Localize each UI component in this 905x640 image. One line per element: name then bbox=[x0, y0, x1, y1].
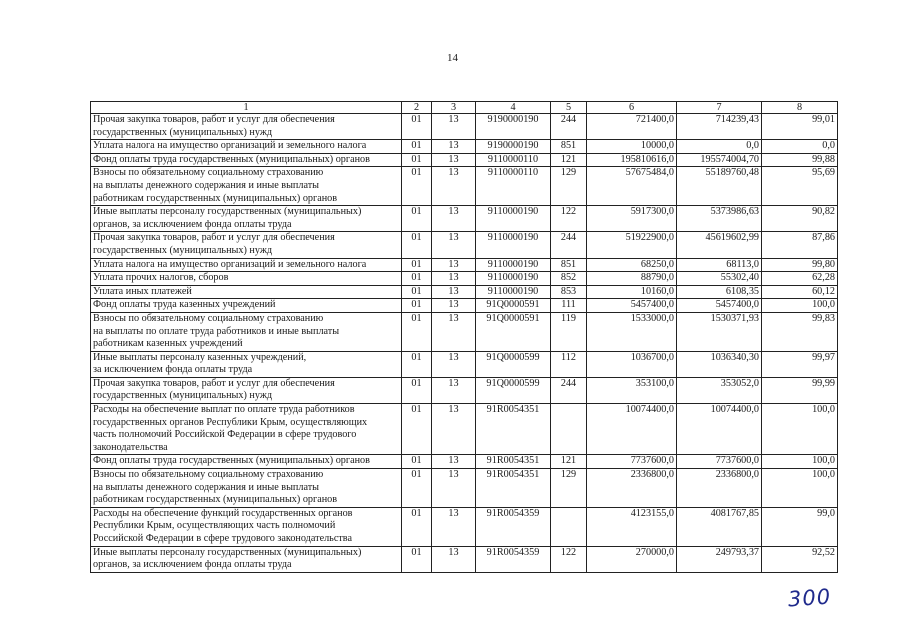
target-article-code: 91R0054351 bbox=[476, 469, 551, 508]
expense-type-code: 122 bbox=[551, 546, 587, 572]
expense-type-code: 111 bbox=[551, 299, 587, 313]
planned-amount: 10160,0 bbox=[587, 285, 677, 299]
expense-type-code bbox=[551, 507, 587, 546]
executed-amount: 714239,43 bbox=[677, 114, 762, 140]
table-row bbox=[91, 140, 838, 154]
target-article-code: 9190000190 bbox=[476, 140, 551, 154]
section-code: 01 bbox=[402, 285, 432, 299]
execution-percent: 99,01 bbox=[762, 114, 838, 140]
execution-percent: 99,83 bbox=[762, 312, 838, 351]
execution-percent: 62,28 bbox=[762, 272, 838, 286]
table-row bbox=[91, 507, 838, 546]
row-description: Взносы по обязательному социальному страхованию на выплаты денежного содержания и иные выплаты работникам государственных (муниципальных) органов bbox=[91, 167, 402, 206]
subsection-code: 13 bbox=[432, 114, 476, 140]
section-code: 01 bbox=[402, 312, 432, 351]
execution-percent: 99,88 bbox=[762, 153, 838, 167]
target-article-code: 9110000190 bbox=[476, 206, 551, 232]
executed-amount: 68113,0 bbox=[677, 258, 762, 272]
subsection-code: 13 bbox=[432, 153, 476, 167]
section-code: 01 bbox=[402, 232, 432, 258]
section-code: 01 bbox=[402, 351, 432, 377]
expense-type-code: 244 bbox=[551, 377, 587, 403]
execution-percent: 92,52 bbox=[762, 546, 838, 572]
table-row bbox=[91, 351, 838, 377]
subsection-code: 13 bbox=[432, 469, 476, 508]
row-description: Уплата иных платежей bbox=[91, 285, 402, 299]
execution-percent: 95,69 bbox=[762, 167, 838, 206]
target-article-code: 91R0054359 bbox=[476, 546, 551, 572]
executed-amount: 1036340,30 bbox=[677, 351, 762, 377]
executed-amount: 6108,35 bbox=[677, 285, 762, 299]
subsection-code: 13 bbox=[432, 455, 476, 469]
planned-amount: 4123155,0 bbox=[587, 507, 677, 546]
expense-type-code: 122 bbox=[551, 206, 587, 232]
target-article-code: 91Q0000591 bbox=[476, 312, 551, 351]
execution-percent: 90,82 bbox=[762, 206, 838, 232]
subsection-code: 13 bbox=[432, 206, 476, 232]
planned-amount: 1533000,0 bbox=[587, 312, 677, 351]
section-code: 01 bbox=[402, 272, 432, 286]
section-code: 01 bbox=[402, 114, 432, 140]
expense-type-code: 852 bbox=[551, 272, 587, 286]
execution-percent: 100,0 bbox=[762, 455, 838, 469]
subsection-code: 13 bbox=[432, 312, 476, 351]
executed-amount: 0,0 bbox=[677, 140, 762, 154]
executed-amount: 45619602,99 bbox=[677, 232, 762, 258]
expense-type-code: 851 bbox=[551, 258, 587, 272]
execution-percent: 99,0 bbox=[762, 507, 838, 546]
table-row bbox=[91, 232, 838, 258]
section-code: 01 bbox=[402, 546, 432, 572]
row-description: Фонд оплаты труда государственных (муниципальных) органов bbox=[91, 455, 402, 469]
table-row bbox=[91, 167, 838, 206]
subsection-code: 13 bbox=[432, 351, 476, 377]
page-number: 14 bbox=[447, 52, 458, 64]
subsection-code: 13 bbox=[432, 507, 476, 546]
section-code: 01 bbox=[402, 455, 432, 469]
subsection-code: 13 bbox=[432, 167, 476, 206]
section-code: 01 bbox=[402, 299, 432, 313]
section-code: 01 bbox=[402, 140, 432, 154]
section-code: 01 bbox=[402, 469, 432, 508]
table-row bbox=[91, 272, 838, 286]
row-description: Расходы на обеспечение выплат по оплате труда работников государственных органов Республики Крым, осуществляющих часть полномочий Российской Федерации в сфере трудового законодательства bbox=[91, 404, 402, 455]
target-article-code: 9110000110 bbox=[476, 153, 551, 167]
execution-percent: 0,0 bbox=[762, 140, 838, 154]
execution-percent: 99,97 bbox=[762, 351, 838, 377]
subsection-code: 13 bbox=[432, 299, 476, 313]
header-row bbox=[91, 102, 838, 114]
row-description: Фонд оплаты труда казенных учреждений bbox=[91, 299, 402, 313]
subsection-code: 13 bbox=[432, 377, 476, 403]
subsection-code: 13 bbox=[432, 285, 476, 299]
section-code: 01 bbox=[402, 404, 432, 455]
row-description: Иные выплаты персоналу государственных (муниципальных) органов, за исключением фонда оплаты труда bbox=[91, 546, 402, 572]
execution-percent: 60,12 bbox=[762, 285, 838, 299]
expense-type-code: 129 bbox=[551, 167, 587, 206]
page-stamp-number: 300 bbox=[787, 584, 832, 612]
target-article-code: 91Q0000599 bbox=[476, 377, 551, 403]
subsection-code: 13 bbox=[432, 546, 476, 572]
column-header-6: 6 bbox=[587, 102, 677, 114]
execution-percent: 100,0 bbox=[762, 469, 838, 508]
row-description: Уплата налога на имущество организаций и земельного налога bbox=[91, 140, 402, 154]
expense-type-code: 851 bbox=[551, 140, 587, 154]
executed-amount: 2336800,0 bbox=[677, 469, 762, 508]
row-description: Иные выплаты персоналу государственных (муниципальных) органов, за исключением фонда оплаты труда bbox=[91, 206, 402, 232]
expense-type-code: 112 bbox=[551, 351, 587, 377]
target-article-code: 91R0054351 bbox=[476, 455, 551, 469]
section-code: 01 bbox=[402, 206, 432, 232]
table-body bbox=[91, 114, 838, 573]
column-header-2: 2 bbox=[402, 102, 432, 114]
expense-type-code: 129 bbox=[551, 469, 587, 508]
executed-amount: 1530371,93 bbox=[677, 312, 762, 351]
planned-amount: 10074400,0 bbox=[587, 404, 677, 455]
planned-amount: 68250,0 bbox=[587, 258, 677, 272]
target-article-code: 91R0054359 bbox=[476, 507, 551, 546]
planned-amount: 195810616,0 bbox=[587, 153, 677, 167]
planned-amount: 270000,0 bbox=[587, 546, 677, 572]
budget-execution-table bbox=[90, 101, 838, 573]
planned-amount: 10000,0 bbox=[587, 140, 677, 154]
row-description: Прочая закупка товаров, работ и услуг для обеспечения государственных (муниципальных) нужд bbox=[91, 377, 402, 403]
table-row bbox=[91, 377, 838, 403]
section-code: 01 bbox=[402, 377, 432, 403]
expense-type-code: 119 bbox=[551, 312, 587, 351]
target-article-code: 91R0054351 bbox=[476, 404, 551, 455]
column-header-5: 5 bbox=[551, 102, 587, 114]
planned-amount: 721400,0 bbox=[587, 114, 677, 140]
executed-amount: 5373986,63 bbox=[677, 206, 762, 232]
table-row bbox=[91, 285, 838, 299]
target-article-code: 9110000190 bbox=[476, 285, 551, 299]
execution-percent: 87,86 bbox=[762, 232, 838, 258]
row-description: Фонд оплаты труда государственных (муниципальных) органов bbox=[91, 153, 402, 167]
subsection-code: 13 bbox=[432, 272, 476, 286]
executed-amount: 4081767,85 bbox=[677, 507, 762, 546]
column-header-8: 8 bbox=[762, 102, 838, 114]
row-description: Взносы по обязательному социальному страхованию на выплаты по оплате труда работников и иные выплаты работникам казенных учреждений bbox=[91, 312, 402, 351]
executed-amount: 55189760,48 bbox=[677, 167, 762, 206]
row-description: Уплата прочих налогов, сборов bbox=[91, 272, 402, 286]
table-row bbox=[91, 153, 838, 167]
table-row bbox=[91, 299, 838, 313]
column-header-3: 3 bbox=[432, 102, 476, 114]
table-row bbox=[91, 258, 838, 272]
target-article-code: 9110000190 bbox=[476, 232, 551, 258]
table-row bbox=[91, 206, 838, 232]
executed-amount: 195574004,70 bbox=[677, 153, 762, 167]
column-header-4: 4 bbox=[476, 102, 551, 114]
planned-amount: 1036700,0 bbox=[587, 351, 677, 377]
table-row bbox=[91, 114, 838, 140]
table-row bbox=[91, 404, 838, 455]
row-description: Взносы по обязательному социальному страхованию на выплаты денежного содержания и иные выплаты работникам государственных (муниципальных) органов bbox=[91, 469, 402, 508]
planned-amount: 57675484,0 bbox=[587, 167, 677, 206]
section-code: 01 bbox=[402, 258, 432, 272]
execution-percent: 99,80 bbox=[762, 258, 838, 272]
planned-amount: 5457400,0 bbox=[587, 299, 677, 313]
planned-amount: 88790,0 bbox=[587, 272, 677, 286]
expense-type-code bbox=[551, 404, 587, 455]
row-description: Уплата налога на имущество организаций и земельного налога bbox=[91, 258, 402, 272]
executed-amount: 5457400,0 bbox=[677, 299, 762, 313]
expense-type-code: 121 bbox=[551, 153, 587, 167]
target-article-code: 91Q0000599 bbox=[476, 351, 551, 377]
planned-amount: 5917300,0 bbox=[587, 206, 677, 232]
planned-amount: 51922900,0 bbox=[587, 232, 677, 258]
expense-type-code: 244 bbox=[551, 232, 587, 258]
expense-type-code: 244 bbox=[551, 114, 587, 140]
expense-type-code: 853 bbox=[551, 285, 587, 299]
row-description: Прочая закупка товаров, работ и услуг для обеспечения государственных (муниципальных) нужд bbox=[91, 232, 402, 258]
row-description: Прочая закупка товаров, работ и услуг для обеспечения государственных (муниципальных) нужд bbox=[91, 114, 402, 140]
expense-type-code: 121 bbox=[551, 455, 587, 469]
column-header-7: 7 bbox=[677, 102, 762, 114]
table-row bbox=[91, 546, 838, 572]
planned-amount: 353100,0 bbox=[587, 377, 677, 403]
target-article-code: 9110000190 bbox=[476, 258, 551, 272]
row-description: Иные выплаты персоналу казенных учреждений, за исключением фонда оплаты труда bbox=[91, 351, 402, 377]
table-row bbox=[91, 312, 838, 351]
table-row bbox=[91, 469, 838, 508]
column-header-1: 1 bbox=[91, 102, 402, 114]
target-article-code: 9190000190 bbox=[476, 114, 551, 140]
target-article-code: 9110000110 bbox=[476, 167, 551, 206]
table-row bbox=[91, 455, 838, 469]
target-article-code: 9110000190 bbox=[476, 272, 551, 286]
execution-percent: 100,0 bbox=[762, 299, 838, 313]
subsection-code: 13 bbox=[432, 140, 476, 154]
executed-amount: 55302,40 bbox=[677, 272, 762, 286]
executed-amount: 10074400,0 bbox=[677, 404, 762, 455]
executed-amount: 7737600,0 bbox=[677, 455, 762, 469]
row-description: Расходы на обеспечение функций государственных органов Республики Крым, осуществляющих часть полномочий Российской Федерации в сфере трудового законодательства bbox=[91, 507, 402, 546]
subsection-code: 13 bbox=[432, 404, 476, 455]
section-code: 01 bbox=[402, 167, 432, 206]
execution-percent: 100,0 bbox=[762, 404, 838, 455]
execution-percent: 99,99 bbox=[762, 377, 838, 403]
planned-amount: 2336800,0 bbox=[587, 469, 677, 508]
planned-amount: 7737600,0 bbox=[587, 455, 677, 469]
target-article-code: 91Q0000591 bbox=[476, 299, 551, 313]
section-code: 01 bbox=[402, 507, 432, 546]
executed-amount: 353052,0 bbox=[677, 377, 762, 403]
section-code: 01 bbox=[402, 153, 432, 167]
subsection-code: 13 bbox=[432, 258, 476, 272]
executed-amount: 249793,37 bbox=[677, 546, 762, 572]
subsection-code: 13 bbox=[432, 232, 476, 258]
